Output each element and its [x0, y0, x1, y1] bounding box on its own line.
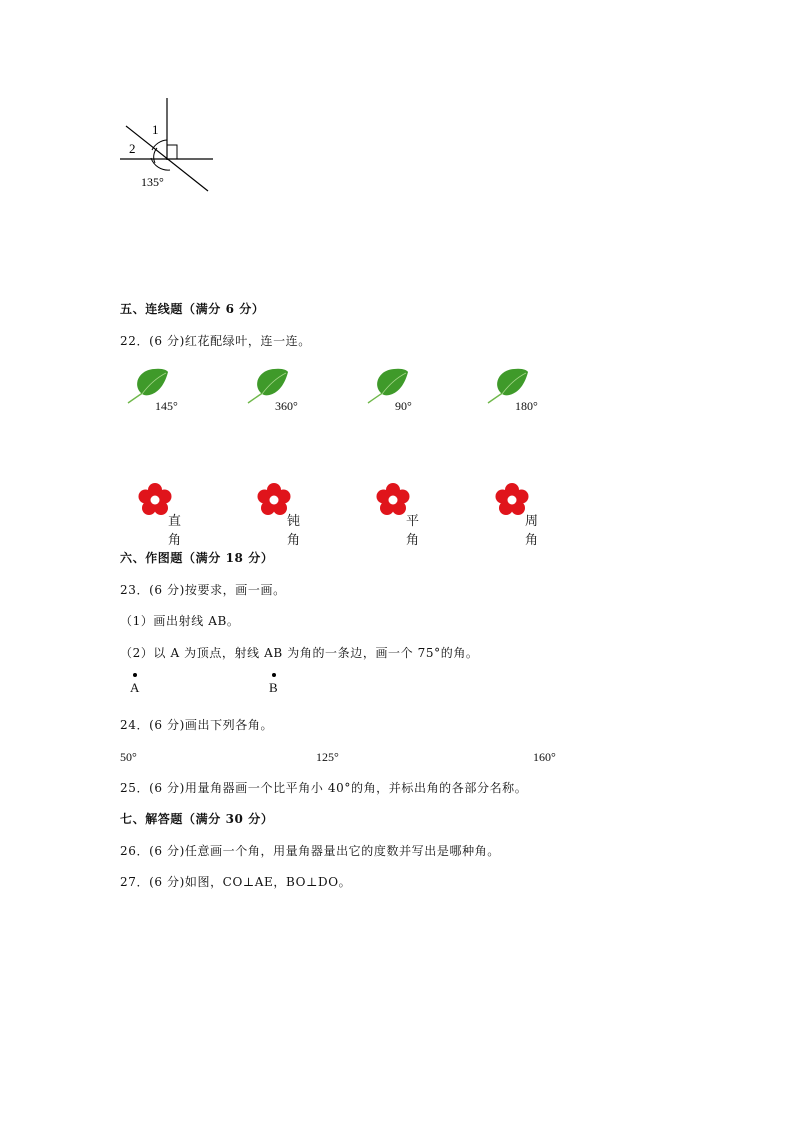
leaf-item[interactable]	[364, 366, 412, 413]
angle-figure	[115, 90, 225, 200]
section6-title: 六、作图题（满分 18 分）	[120, 551, 274, 565]
angle-50: 50°	[120, 750, 137, 764]
section5-title: 五、连线题（满分 6 分）	[120, 302, 265, 316]
flower-item[interactable]	[375, 482, 420, 548]
q23-text: 23．(6 分)按要求，画一画。	[120, 583, 286, 597]
point-b-label: B	[269, 680, 278, 695]
q23-part2: （2）以 A 为顶点，射线 AB 为角的一条边，画一个 75°的角。	[120, 646, 479, 660]
leaf-label: 180°	[515, 399, 538, 413]
section7-title: 七、解答题（满分 30 分）	[120, 812, 274, 826]
point-b-dot	[272, 673, 276, 677]
point-a-label: A	[130, 680, 140, 695]
q24-text: 24．(6 分)画出下列各角。	[120, 718, 274, 732]
angle-label-135: 135°	[141, 175, 164, 189]
flower-label: 周角	[525, 514, 539, 548]
point-a-dot	[133, 673, 137, 677]
flower-item[interactable]	[256, 482, 301, 548]
leaf-label: 90°	[395, 399, 412, 413]
leaf-item[interactable]	[484, 366, 538, 413]
leaf-label: 360°	[275, 399, 298, 413]
flower-label: 平角	[406, 514, 420, 548]
angle-125: 125°	[316, 750, 339, 764]
angle-label-1: 1	[152, 122, 159, 137]
leaf-label: 145°	[155, 399, 178, 413]
flower-item[interactable]	[494, 482, 539, 548]
q26-text: 26．(6 分)任意画一个角，用量角器量出它的度数并写出是哪种角。	[120, 844, 500, 858]
q22-text: 22．(6 分)红花配绿叶，连一连。	[120, 334, 311, 348]
angle-label-2: 2	[129, 141, 136, 156]
flower-label: 钝角	[287, 514, 301, 548]
flower-item[interactable]	[137, 482, 182, 548]
q23-part1: （1）画出射线 AB。	[120, 614, 240, 628]
leaf-item[interactable]	[244, 366, 298, 413]
angle-160: 160°	[533, 750, 556, 764]
q27-text: 27．(6 分)如图，CO⊥AE，BO⊥DO。	[120, 875, 352, 889]
flower-label: 直角	[168, 514, 182, 548]
leaf-item[interactable]	[124, 366, 178, 413]
q25-text: 25．(6 分)用量角器画一个比平角小 40°的角，并标出角的各部分名称。	[120, 781, 528, 795]
